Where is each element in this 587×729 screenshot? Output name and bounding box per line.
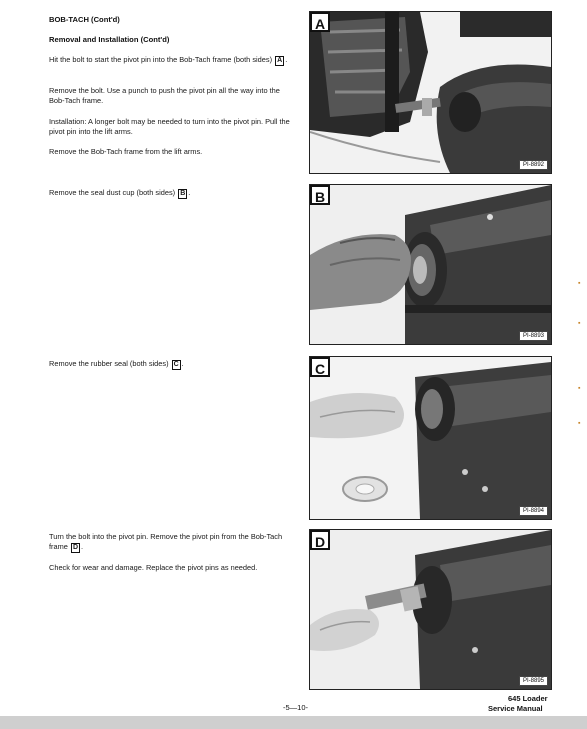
figure-caption: PI-8894 (519, 506, 548, 516)
step-text (49, 532, 294, 553)
section-title: BOB-TACH (Cont'd) (49, 15, 120, 24)
step-text-before: Hit the bolt to start the pivot pin into the Bob-Tach frame (both sides) (49, 55, 273, 64)
figure-caption: PI-8892 (519, 160, 548, 170)
figure-ref: C (173, 361, 179, 368)
manual-subtitle: Service Manual (488, 704, 543, 713)
dust-cup-illustration (310, 185, 551, 344)
figure-ref: B (180, 190, 186, 197)
figure-caption: PI-8895 (519, 676, 548, 686)
page-number: -5—10- (283, 703, 309, 712)
step-text-before: Remove the rubber seal (both sides) (49, 359, 169, 368)
manual-title: 645 Loader (508, 694, 548, 703)
figure-caption: PI-8893 (519, 331, 548, 341)
scan-artifact: ▪ (578, 320, 581, 327)
pivot-bolt-illustration (310, 12, 551, 173)
pivot-pin-removal-illustration (310, 530, 551, 689)
figure-a-photo (309, 11, 552, 174)
scan-artifact: ▪ (578, 420, 581, 427)
figure-ref: D (72, 544, 79, 551)
step-text: Installation: A longer bolt may be needed to turn into the pivot pin. Pull the pivot pin into the lift arms. (49, 117, 290, 136)
step-text-before: Turn the bolt into the pivot pin. Remove the pivot pin from the Bob-Tach frame (49, 532, 283, 551)
step-text (49, 188, 294, 199)
figure-letter: C (310, 357, 330, 377)
scan-artifact: ▪ (578, 385, 581, 392)
step-text (49, 55, 294, 66)
step-text-after: . (285, 55, 288, 64)
step-text: Remove the bolt. Use a punch to push the pivot pin all the way into the Bob-Tach frame. (49, 86, 280, 105)
step-text (49, 359, 294, 370)
figure-b-photo (309, 184, 552, 345)
step-text-after: . (181, 359, 184, 368)
figure-letter: A (310, 12, 330, 32)
section-subtitle: Removal and Installation (Cont'd) (49, 35, 170, 44)
figure-letter: D (310, 530, 330, 550)
figure-ref: A (277, 57, 283, 64)
viewer-bottom-bar (0, 716, 587, 729)
step-text-after: . (81, 542, 84, 551)
figure-c-photo (309, 356, 552, 520)
step-text: Check for wear and damage. Replace the pivot pins as needed. (49, 563, 258, 572)
figure-letter: B (310, 185, 330, 205)
step-text-after: . (188, 188, 191, 197)
figure-d-photo (309, 529, 552, 690)
step-text: Remove the Bob-Tach frame from the lift arms. (49, 147, 203, 156)
step-text-before: Remove the seal dust cup (both sides) (49, 188, 176, 197)
rubber-seal-illustration (310, 357, 551, 519)
scan-artifact: ▪ (578, 280, 581, 287)
